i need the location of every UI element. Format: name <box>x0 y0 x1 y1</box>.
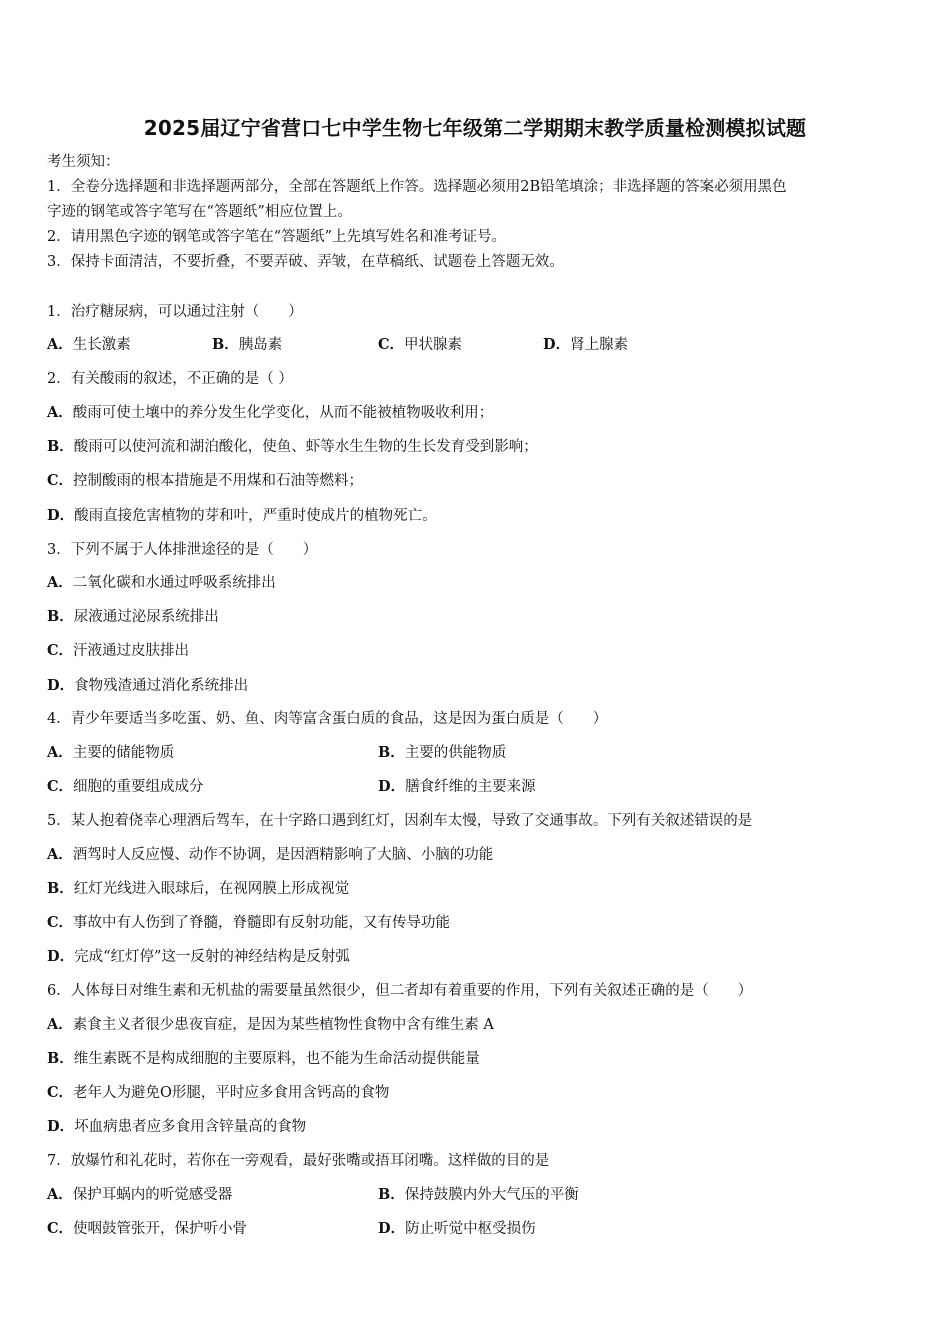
question-stem: 7．放爆竹和礼花时，若你在一旁观看，最好张嘴或捂耳闭嘴。这样做的目的是 <box>47 1153 550 1169</box>
option-d: D．肾上腺素 <box>543 336 629 353</box>
option-d: D．酸雨直接危害植物的芽和叶，严重时使成片的植物死亡。 <box>47 507 437 524</box>
question-stem: 2．有关酸雨的叙述，不正确的是（ ） <box>47 371 293 387</box>
option-a: A．酸雨可使土壤中的养分发生化学变化，从而不能被植物吸收利用； <box>47 404 494 421</box>
notice-item: 1．全卷分选择题和非选择题两部分，全部在答题纸上作答。选择题必须用2B铅笔填涂；非选择题的答案必须用黑色 <box>47 179 787 195</box>
option-b: B．保持鼓膜内外大气压的平衡 <box>378 1186 579 1203</box>
option-d: D．防止听觉中枢受损伤 <box>378 1220 536 1237</box>
question-stem: 4．青少年要适当多吃蛋、奶、鱼、肉等富含蛋白质的食品，这是因为蛋白质是（ ） <box>47 711 608 727</box>
option-c: C．甲状腺素 <box>378 336 463 353</box>
option-a: A．二氧化碳和水通过呼吸系统排出 <box>47 574 276 591</box>
question-stem: 1．治疗糖尿病，可以通过注射（ ） <box>47 304 303 320</box>
option-a: A．保护耳蜗内的听觉感受器 <box>47 1186 233 1203</box>
option-d: D．膳食纤维的主要来源 <box>378 778 536 795</box>
option-b: B．主要的供能物质 <box>378 744 507 761</box>
option-a: A．酒驾时人反应慢、动作不协调，是因酒精影响了大脑、小脑的功能 <box>47 846 494 863</box>
option-c: C．老年人为避免O形腿，平时应多食用含钙高的食物 <box>47 1084 390 1101</box>
option-b: B．酸雨可以使河流和湖泊酸化，使鱼、虾等水生生物的生长发育受到影响； <box>47 438 538 455</box>
option-d: D．食物残渣通过消化系统排出 <box>47 677 249 694</box>
option-b: B．维生素既不是构成细胞的主要原料，也不能为生命活动提供能量 <box>47 1050 480 1067</box>
notice-item: 2．请用黑色字迹的钢笔或答字笔在“答题纸”上先填写姓名和准考证号。 <box>47 229 507 245</box>
option-a: A．生长激素 <box>47 336 131 353</box>
notice-heading: 考生须知： <box>47 154 120 170</box>
option-a: A．主要的储能物质 <box>47 744 175 761</box>
option-b: B．胰岛素 <box>212 336 283 353</box>
option-c: C．事故中有人伤到了脊髓，脊髓即有反射功能，又有传导功能 <box>47 914 451 931</box>
notice-item: 字迹的钢笔或答字笔写在“答题纸”相应位置上。 <box>47 204 352 220</box>
page-title: 2025届辽宁省营口七中学生物七年级第二学期期末教学质量检测模拟试题 <box>143 116 807 140</box>
question-stem: 5．某人抱着侥幸心理酒后驾车，在十字路口遇到红灯，因刹车太慢，导致了交通事故。下列有关叙述错误的是 <box>47 813 753 829</box>
option-b: B．红灯光线进入眼球后，在视网膜上形成视觉 <box>47 880 350 897</box>
option-c: C．汗液通过皮肤排出 <box>47 642 190 659</box>
option-d: D．完成“红灯停”这一反射的神经结构是反射弧 <box>47 948 350 965</box>
option-c: C．细胞的重要组成成分 <box>47 778 204 795</box>
option-c: C．控制酸雨的根本措施是不用煤和石油等燃料； <box>47 472 364 489</box>
option-c: C．使咽鼓管张开，保护听小骨 <box>47 1220 248 1237</box>
question-stem: 3．下列不属于人体排泄途径的是（ ） <box>47 542 318 558</box>
notice-item: 3．保持卡面清洁，不要折叠，不要弄破、弄皱，在草稿纸、试题卷上答题无效。 <box>47 254 564 270</box>
option-a: A．素食主义者很少患夜盲症，是因为某些植物性食物中含有维生素 A <box>47 1016 494 1033</box>
question-stem: 6．人体每日对维生素和无机盐的需要量虽然很少，但二者却有着重要的作用，下列有关叙述正确的是（ ） <box>47 983 753 999</box>
option-d: D．坏血病患者应多食用含锌量高的食物 <box>47 1118 307 1135</box>
option-b: B．尿液通过泌尿系统排出 <box>47 608 219 625</box>
